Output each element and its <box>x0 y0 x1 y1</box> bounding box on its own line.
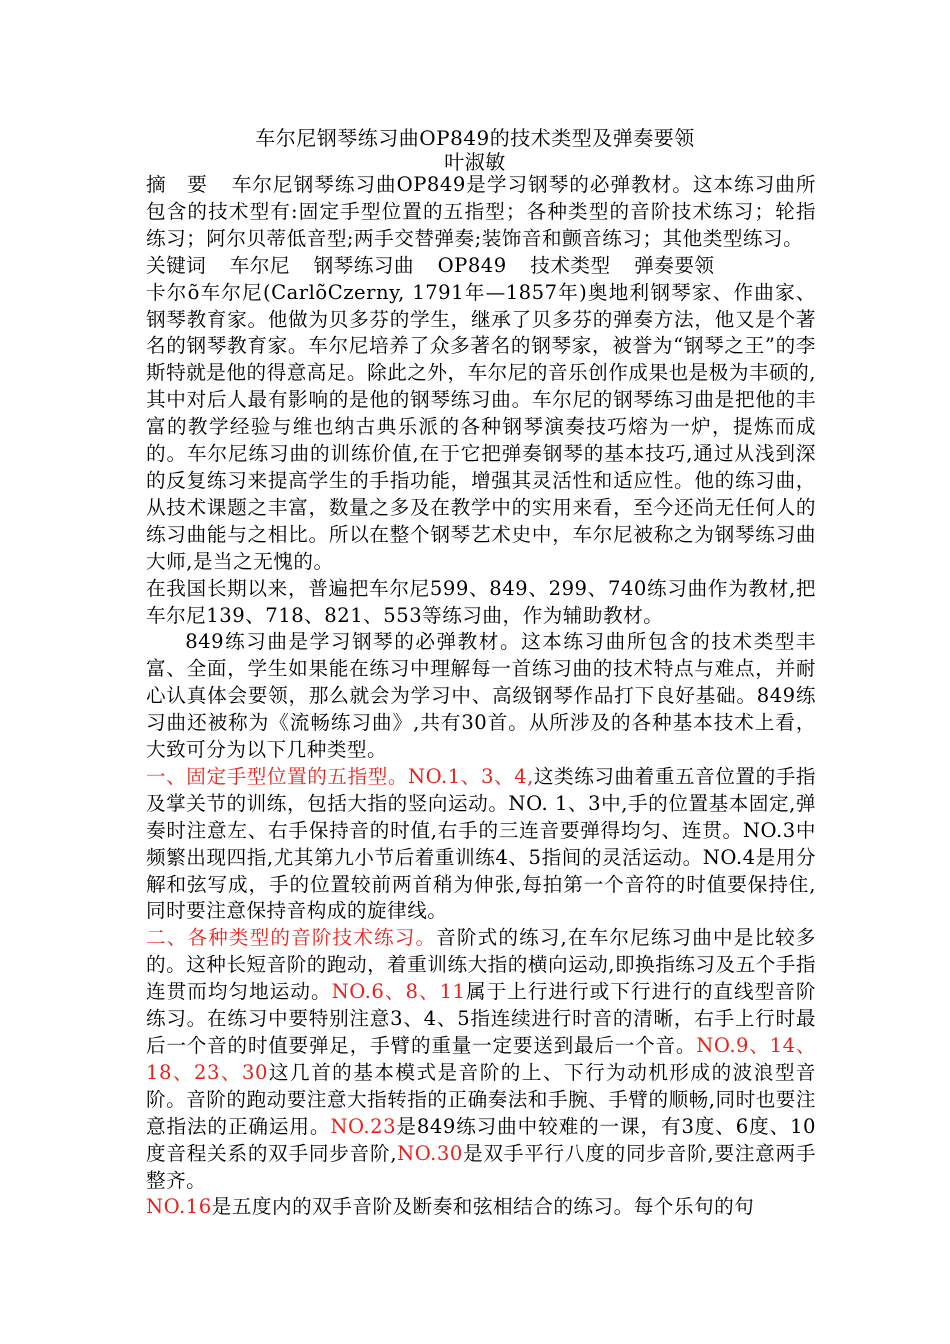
etude-reference: NO.6、8、11 <box>331 980 466 1004</box>
abstract-label: 摘 要 <box>146 173 208 196</box>
textbook-paragraph: 在我国长期以来，普遍把车尔尼599、849、299、740练习曲作为教材,把车尔尼139、718、821、553等练习曲，作为辅助教材。 <box>146 576 816 627</box>
section-2-text: 是双手平行八度的同步音阶,要注意两手整齐。 <box>146 1141 816 1192</box>
keyword: 弹奏要领 <box>634 253 715 277</box>
section-2-paragraph <box>146 925 816 1194</box>
section-2-text: 属于上行进行或下行进行的直线型音阶练习。在练习中要特别注意3、4、5指连续进行时音的清晰，右手上行时最后一个音的时值要弹足，手臂的重量一定要送到最后一个音。 <box>146 980 817 1057</box>
no16-text: 是五度内的双手音阶及断奏和弦相结合的练习。每个乐句的句 <box>211 1195 755 1219</box>
etude-reference: NO.23 <box>330 1114 397 1138</box>
no16-paragraph <box>146 1194 816 1221</box>
overview-paragraph: 849练习曲是学习钢琴的必弹教材。这本练习曲所包含的技术类型丰富、全面，学生如果能在练习中理解每一首练习曲的技术特点与难点，并耐心认真体会要领，那么就会为学习中、高级钢琴作品打下良好基础。849练习曲还被称为《流畅练习曲》,共有30首。从所涉及的各种基本技术上看，大致可分为以下几种类型。 <box>146 630 816 762</box>
keyword: 钢琴练习曲 <box>313 253 415 277</box>
keyword: OP849 <box>437 253 507 277</box>
etude-reference: NO.30 <box>397 1141 463 1165</box>
author-name: 叶淑敏 <box>444 150 506 174</box>
etude-reference: NO.9、14、18、23、30 <box>146 1034 816 1084</box>
abstract-text: 车尔尼钢琴练习曲OP849是学习钢琴的必弹教材。这本练习曲所包含的技术型有:固定手型位置的五指型；各种类型的音阶技术练习；轮指练习；阿尔贝蒂低音型;两手交替弹奏;装饰音和颤音练习；其他类型练习。 <box>146 173 816 250</box>
document-title: 车尔尼钢琴练习曲OP849的技术类型及弹奏要领 <box>255 126 695 150</box>
section-1-heading: 一、固定手型位置的五指型。NO.1、3、4, <box>146 764 534 788</box>
section-1-text: 这类练习曲着重五音位置的手指及掌关节的训练，包括大指的竖向运动。NO. 1、3中,手的位置基本固定,弹奏时注意左、右手保持音的时值,右手的三连音要弹得均匀、连贯。NO.3中频繁出现四指,尤其第九小节后着重训练4、5指间的灵活运动。NO.4是用分解和弦写成，手的位置较前两首稍为伸张,每拍第一个音符的时值要保持住,同时要注意保持音构成的旋律线。 <box>146 764 816 923</box>
section-2-text: 音阶式的练习,在车尔尼练习曲中是比较多的。这种长短音阶的跑动，着重训练大指的横向运动,即换指练习及五个手指连贯而均匀地运动。 <box>146 926 817 1004</box>
keywords-label: 关键词 <box>146 253 207 277</box>
document-body <box>146 172 816 1221</box>
abstract-paragraph <box>146 172 816 253</box>
section-1-paragraph <box>146 764 816 925</box>
section-2-text: 这几首的基本模式是音阶的上、下行为动机形成的波浪型音阶。音阶的跑动要注意大指转指的正确奏法和手腕、手臂的顺畅,同时也要注意指法的正确运用。 <box>146 1060 817 1138</box>
keyword: 技术类型 <box>530 253 611 277</box>
intro-paragraph: 卡尔õ车尔尼(CarlõCzerny, 1791年—1857年)奥地利钢琴家、作曲家、钢琴教育家。他做为贝多芬的学生，继承了贝多芬的弹奏方法，他又是个著名的钢琴教育家。车尔尼培养了众多著名的钢琴家，被誉为“钢琴之王”的李斯特就是他的得意高足。除此之外，车尔尼的音乐创作成果也是极为丰硕的,其中对后人最有影响的是他的钢琴练习曲。车尔尼的钢琴练习曲是把他的丰富的教学经验与维也纳古典乐派的各种钢琴演奏技巧熔为一炉，提炼而成的。车尔尼练习曲的训练价值,在于它把弹奏钢琴的基本技巧,通过从浅到深的反复练习来提高学生的手指功能，增强其灵活性和适应性。他的练习曲，从技术课题之丰富，数量之多及在教学中的实用来看，至今还尚无任何人的练习曲能与之相比。所以在整个钢琴艺术史中，车尔尼被称之为钢琴练习曲大师,是当之无愧的。 <box>146 280 816 573</box>
keyword: 车尔尼 <box>229 253 291 277</box>
section-2-text: 是849练习曲中较难的一课，有3度、6度、10度音程关系的双手同步音阶, <box>146 1114 817 1165</box>
section-2-heading: 二、各种类型的音阶技术练习。 <box>146 926 437 950</box>
keywords-paragraph <box>146 253 816 280</box>
etude-reference: NO.16 <box>146 1195 212 1219</box>
